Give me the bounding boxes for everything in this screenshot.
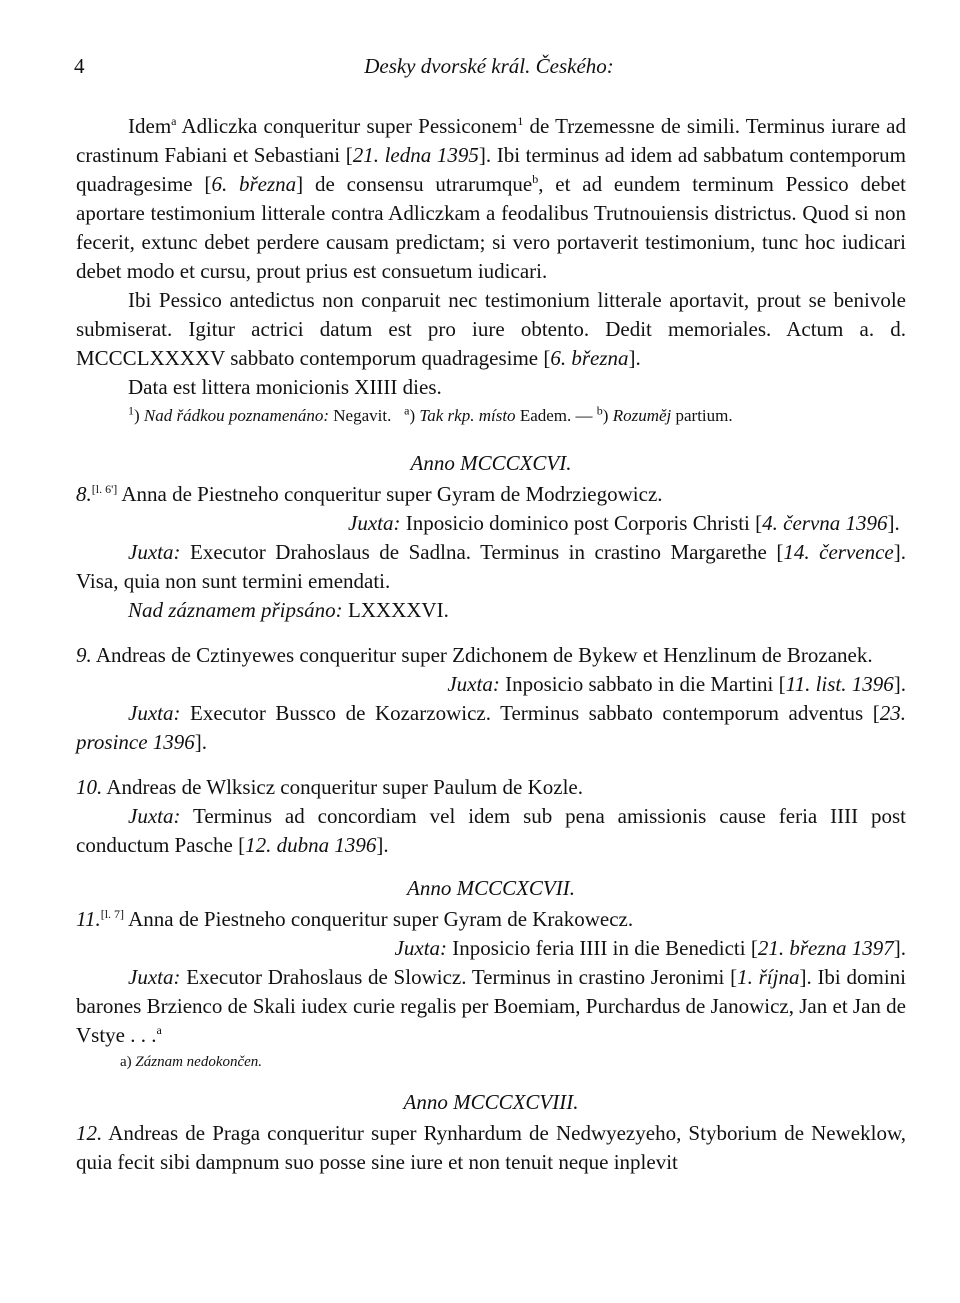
spacer [76, 625, 906, 641]
entry-9-juxta-1 [76, 670, 906, 699]
text: Inposicio dominico post Corporis Christi [ [400, 511, 763, 535]
paragraph-2 [76, 286, 906, 373]
footnote-label: Tak rkp. místo [419, 406, 516, 425]
text: ]. Ibi terminus ad idem ad sabbatum contemporum quadragesime [ [76, 143, 906, 196]
editor-date: 12. dubna 1396 [245, 833, 377, 857]
footnote-number: b [596, 403, 603, 418]
text: Executor Drahoslaus de Sadlna. Terminus in crastino Margarethe [ [180, 540, 784, 564]
editor-date: 11. list. 1396 [785, 672, 894, 696]
footnotes-1: $^1$) Nad řádkou poznamenáno: Negavit. $^a$) Tak rkp. místo Eadem. — $^b$) Rozuměj partium. [128, 403, 733, 425]
text: Anna de Piestneho conqueritur super Gyram de Modrziegowicz. [117, 482, 663, 506]
year-heading-1398: Anno MCCCXCVIII. [403, 1090, 579, 1114]
text: Terminus ad concordiam vel idem sub pena amissionis cause feria IIII post conductum Pasche [ [76, 804, 906, 857]
paragraph-1 [76, 112, 906, 286]
editor-date: 1. října [737, 965, 800, 989]
running-title: Desky dvorské král. Českého: [364, 54, 614, 78]
text: , et ad eundem terminum Pessico debet aportare testimonium litterale contra Adliczkam a feodalibus Trutnouiensis districtus. Quod si non fecerit, extunc debet perdere causam predictam; si vero portaverit testimonium, tunc hoc iudicari debet modo et cursu, prout prius est consuetum iudicari. [76, 172, 906, 283]
page-number: 4 [74, 54, 85, 78]
entry-number: 8. [76, 482, 92, 506]
text: ]. [628, 346, 641, 370]
entry-12 [76, 1119, 906, 1177]
juxta-label: Juxta: [447, 672, 500, 696]
folio-ref: [l. 7] [100, 907, 125, 921]
footnote-text: partium. [671, 406, 733, 425]
note-label: Nad záznamem připsáno: [128, 598, 343, 622]
footnote-mark: a [171, 114, 177, 128]
entry-number: 12. [76, 1121, 103, 1145]
entry-10-text [76, 773, 906, 802]
entry-8-juxta-2 [76, 538, 906, 596]
text: de Trzemessne de simili. Terminus iurare ad crastinum Fabiani et Sebastiani [ [76, 114, 906, 167]
footnote-text: Eadem. — [515, 406, 597, 425]
text: Andreas de Praga conqueritur super Rynhardum de Nedwyezyeho, Styborium de Neweklow, quia fecit sibi dampnum suo posse sine iure et non tenuit neque inplevit [76, 1121, 906, 1174]
entry-9-juxta-2 [76, 699, 906, 757]
entry-11-juxta-1 [76, 934, 906, 963]
footnote-mark: a [156, 1023, 162, 1037]
text: Andreas de Wlksicz conqueritur super Paulum de Kozle. [102, 775, 583, 799]
entry-8 [76, 480, 906, 625]
juxta-label: Juxta: [128, 540, 181, 564]
text: ]. [376, 833, 389, 857]
text: Idem [128, 114, 172, 138]
text: Anna de Piestneho conqueritur super Gyram de Krakowecz. [124, 907, 634, 931]
entry-number: 9. [76, 643, 92, 667]
text: ]. [893, 936, 906, 960]
entry-number: 11. [76, 907, 101, 931]
juxta-label: Juxta: [128, 965, 181, 989]
text: ]. [887, 511, 900, 535]
editor-date: 14. července [783, 540, 894, 564]
entry-9 [76, 641, 906, 757]
footnote-label: Rozuměj [612, 406, 672, 425]
text: Inposicio sabbato in die Martini [ [499, 672, 786, 696]
entry-10 [76, 773, 906, 860]
juxta-label: Juxta: [128, 701, 181, 725]
entry-11-text [76, 905, 906, 934]
entry-number: 10. [76, 775, 103, 799]
text: Executor Drahoslaus de Slowicz. Terminus in crastino Jeronimi [ [180, 965, 738, 989]
footnote-text: Záznam nedokončen. [135, 1054, 263, 1070]
entry-8-note [76, 596, 906, 625]
text: Inposicio feria IIII in die Benedicti [ [447, 936, 758, 960]
footnote-mark: 1 [517, 114, 524, 128]
paragraph-3: Data est littera monicionis XIIII dies. [128, 375, 442, 399]
text: Executor Bussco de Kozarzowicz. Terminus sabbato contemporum adventus [ [180, 701, 880, 725]
folio-ref: [l. 6'] [91, 482, 118, 496]
entry-8-text [76, 480, 906, 509]
footnote-number: a [404, 403, 410, 418]
editor-date: 23. prosince 1396 [76, 701, 906, 754]
editor-date: 6. března [550, 346, 629, 370]
entry-9-text [76, 641, 906, 670]
text: ]. Visa, quia non sunt termini emendati. [76, 540, 906, 593]
editor-date: 6. března [211, 172, 297, 196]
entry-11-juxta-2 [76, 963, 906, 1050]
page-body [76, 112, 906, 1177]
text: Adliczka conqueritur super Pessiconem [176, 114, 518, 138]
footnote-mark: b [532, 172, 539, 186]
text: ] de consensu utrarumque [296, 172, 533, 196]
page-header [74, 52, 904, 82]
editor-date: 4. června 1396 [762, 511, 888, 535]
editor-date: 21. března 1397 [757, 936, 894, 960]
text: Andreas de Cztinyewes conqueritur super Zdichonem de Bykew et Henzlinum de Brozanek. [91, 643, 873, 667]
entry-11-footnote [76, 1050, 906, 1074]
footnote-number: 1 [128, 403, 134, 418]
editor-date: 21. ledna 1395 [352, 143, 479, 167]
entry-10-juxta-1 [76, 802, 906, 860]
entry-8-juxta-1 [76, 509, 906, 538]
juxta-label: Juxta: [348, 511, 401, 535]
text: ]. Ibi domini barones Brzienco de Skali iudex curie regalis per Boemiam, Purchardus de Janowicz, Jan et Jan de Vstye . . . [76, 965, 907, 1047]
juxta-label: Juxta: [394, 936, 448, 960]
footnote-label: Nad řádkou poznamenáno: [143, 406, 330, 425]
year-heading-1396: Anno MCCCXCVI. [410, 451, 572, 475]
entry-11 [76, 905, 906, 1074]
year-heading-1397: Anno MCCCXCVII. [407, 876, 575, 900]
spacer [76, 757, 906, 773]
text: ]. [194, 730, 208, 754]
text: Ibi Pessico antedictus non conparuit nec testimonium litterale aportavit, prout se benivole submiserat. Igitur actrici datum est pro iure obtento. Dedit memoriales. Actum a. d. MCCCLXXXXV sabbato contemporum quadragesime [ [76, 288, 906, 370]
juxta-label: Juxta: [128, 804, 181, 828]
text: ]. [893, 672, 906, 696]
footnote-number: a) [120, 1054, 132, 1070]
text: LXXXXVI. [342, 598, 449, 622]
entry-12-text [76, 1119, 906, 1177]
footnote-text: Negavit. [329, 406, 392, 425]
